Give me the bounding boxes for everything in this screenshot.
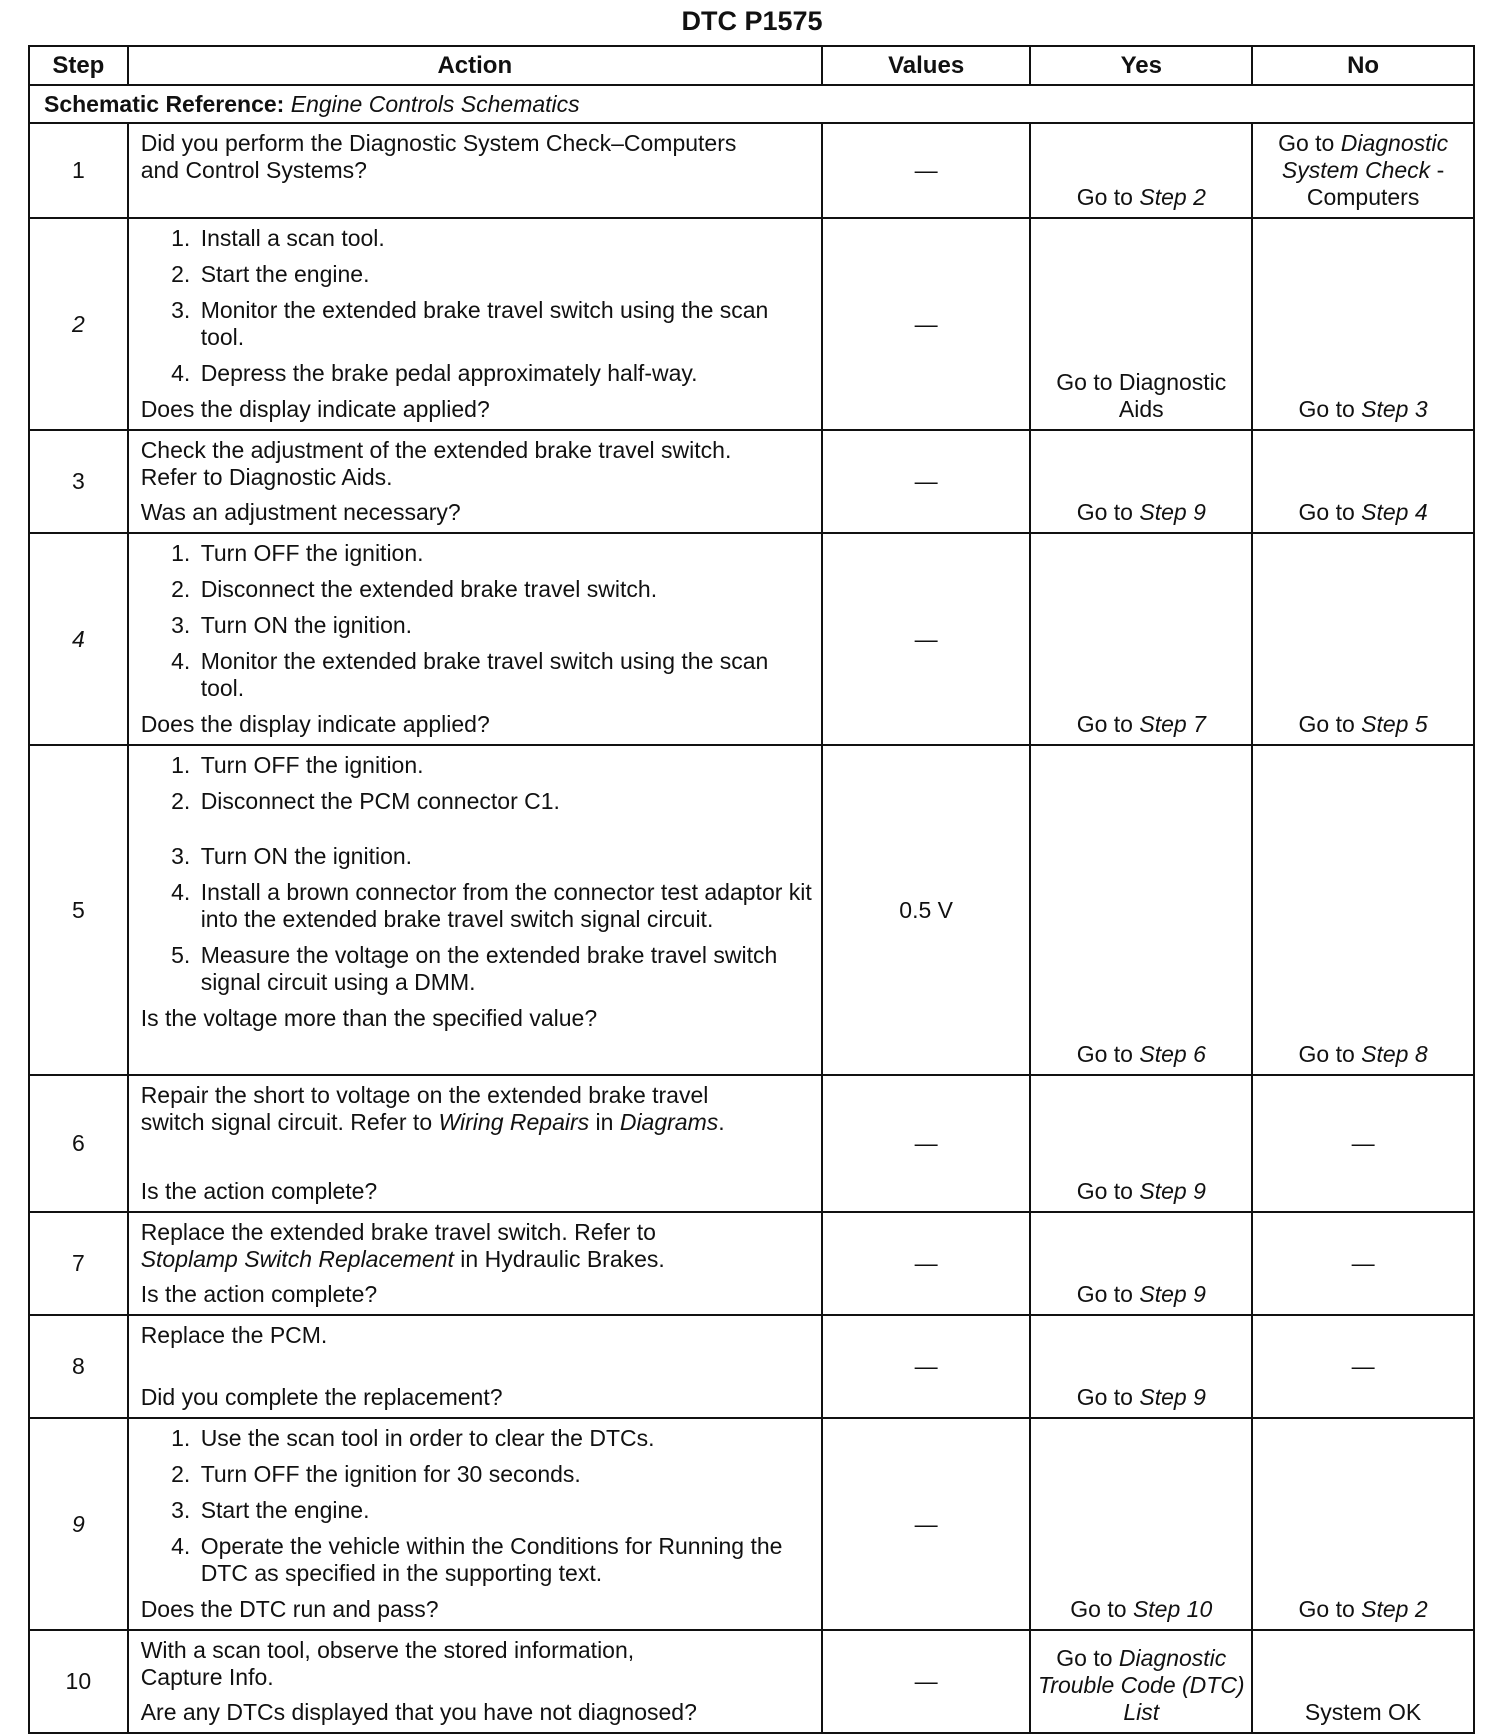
- action-cell: [128, 745, 822, 1075]
- action-item: 4. Install a brown connector from the connector test adaptor kit into the extended brake travel switch signal circuit.: [197, 879, 813, 933]
- header-action: Action: [128, 46, 822, 85]
- action-text: [141, 1637, 813, 1691]
- action-item: 3. Start the engine.: [197, 1497, 813, 1524]
- action-text: [141, 130, 813, 184]
- action-cell: [128, 1630, 822, 1733]
- schematic-reference: [29, 85, 1474, 123]
- no-cell[interactable]: [1252, 533, 1474, 745]
- go-to-text: Go to: [1298, 1041, 1355, 1067]
- go-to-text: Go to: [1278, 130, 1335, 156]
- action-question: Did you complete the replacement?: [140, 1384, 503, 1410]
- go-to-text: Go to: [1076, 184, 1133, 210]
- no-cell[interactable]: [1252, 123, 1474, 218]
- link-tail: Computers: [1306, 184, 1420, 210]
- action-item: 4. Depress the brake pedal approximately half-way.: [197, 360, 813, 387]
- action-line: With a scan tool, observe the stored information,: [140, 1637, 635, 1663]
- table-row: [29, 123, 1474, 218]
- step-number: 2: [29, 218, 128, 430]
- yes-cell[interactable]: Go to Diagnostic Aids: [1030, 218, 1252, 430]
- action-cell: [128, 1075, 822, 1212]
- action-text: [141, 437, 813, 491]
- table-row: [29, 1212, 1474, 1315]
- step-link[interactable]: Step 3: [1361, 396, 1428, 422]
- action-question: Is the voltage more than the specified value?: [140, 1005, 598, 1031]
- table-row: [29, 1315, 1474, 1418]
- yes-cell[interactable]: [1030, 123, 1252, 218]
- step-number: 1: [29, 123, 128, 218]
- go-to-text: Go to: [1298, 396, 1355, 422]
- yes-cell[interactable]: [1030, 1075, 1252, 1212]
- action-cell: [128, 1212, 822, 1315]
- action-item: 2. Start the engine.: [197, 261, 813, 288]
- no-cell[interactable]: [1252, 218, 1474, 430]
- action-cell: [128, 1315, 822, 1418]
- value-cell: —: [822, 1418, 1030, 1630]
- yes-cell[interactable]: [1030, 430, 1252, 533]
- action-line: Did you perform the Diagnostic System Check–Computers: [140, 130, 737, 156]
- step-number: 10: [29, 1630, 128, 1733]
- action-text: Replace the PCM.: [140, 1322, 328, 1348]
- go-to-text: Go to: [1298, 711, 1355, 737]
- reference-link[interactable]: Diagrams: [619, 1109, 719, 1135]
- go-to-text: Go to: [1070, 1596, 1127, 1622]
- action-cell: [128, 430, 822, 533]
- action-text: [141, 1219, 813, 1273]
- step-link[interactable]: Step 2: [1361, 1596, 1428, 1622]
- header-step: Step: [29, 46, 128, 85]
- action-item: 1. Turn OFF the ignition.: [197, 752, 813, 779]
- no-cell[interactable]: [1252, 1418, 1474, 1630]
- step-link[interactable]: Step 9: [1139, 1178, 1206, 1204]
- no-cell[interactable]: [1252, 745, 1474, 1075]
- go-to-text: Go to: [1076, 711, 1133, 737]
- dtc-list-link[interactable]: Diagnostic Trouble Code (DTC) List: [1037, 1645, 1245, 1725]
- no-cell: —: [1252, 1315, 1474, 1418]
- value-cell: —: [822, 218, 1030, 430]
- step-link[interactable]: Step 9: [1139, 1384, 1206, 1410]
- go-to-text: Go to: [1076, 1281, 1133, 1307]
- action-item: 3. Monitor the extended brake travel switch using the scan tool.: [197, 297, 813, 351]
- no-cell: —: [1252, 1075, 1474, 1212]
- action-item: 1. Use the scan tool in order to clear the DTCs.: [197, 1425, 813, 1452]
- action-list: [141, 225, 813, 387]
- action-item: 5. Measure the voltage on the extended brake travel switch signal circuit using a DMM.: [197, 942, 813, 996]
- action-question: Is the action complete?: [140, 1281, 378, 1307]
- action-line: in: [595, 1109, 614, 1135]
- action-cell: [128, 1418, 822, 1630]
- action-item: 3. Turn ON the ignition.: [197, 612, 813, 639]
- action-line: in Hydraulic Brakes.: [460, 1246, 665, 1272]
- action-line: and Control Systems?: [140, 157, 367, 183]
- action-list: [141, 540, 813, 702]
- action-item: 2. Turn OFF the ignition for 30 seconds.: [197, 1461, 813, 1488]
- step-number: 8: [29, 1315, 128, 1418]
- table-row: [29, 1075, 1474, 1212]
- action-item: 2. Disconnect the PCM connector C1.: [197, 788, 813, 815]
- step-number: 4: [29, 533, 128, 745]
- action-line: Repair the short to voltage on the extended brake travel: [140, 1082, 709, 1108]
- separator: -: [1430, 157, 1445, 183]
- reference-link[interactable]: Stoplamp Switch Replacement: [140, 1246, 454, 1272]
- table-row: [29, 1418, 1474, 1630]
- step-link[interactable]: Step 5: [1361, 711, 1428, 737]
- action-list: [141, 752, 813, 996]
- action-line: Check the adjustment of the extended brake travel switch.: [140, 437, 732, 463]
- action-question: Does the DTC run and pass?: [140, 1596, 439, 1622]
- value-cell: 0.5 V: [822, 745, 1030, 1075]
- yes-cell[interactable]: [1030, 745, 1252, 1075]
- action-item: 2. Disconnect the extended brake travel switch.: [197, 576, 813, 603]
- go-to-text: Go to: [1076, 1041, 1133, 1067]
- step-link[interactable]: Step 6: [1139, 1041, 1206, 1067]
- no-cell: System OK: [1252, 1630, 1474, 1733]
- action-question: Are any DTCs displayed that you have not diagnosed?: [140, 1699, 697, 1725]
- go-to-text: Go to: [1076, 499, 1133, 525]
- value-cell: —: [822, 533, 1030, 745]
- schematic-label: Schematic Reference:: [44, 90, 285, 117]
- value-cell: —: [822, 1212, 1030, 1315]
- yes-cell[interactable]: [1030, 533, 1252, 745]
- step-link[interactable]: Step 4: [1361, 499, 1428, 525]
- reference-link[interactable]: Wiring Repairs: [438, 1109, 590, 1135]
- action-cell: [128, 533, 822, 745]
- step-link[interactable]: Step 7: [1139, 711, 1206, 737]
- table-row: [29, 533, 1474, 745]
- step-number: 5: [29, 745, 128, 1075]
- step-link[interactable]: Step 10: [1132, 1596, 1213, 1622]
- table-row: [29, 218, 1474, 430]
- no-cell[interactable]: [1252, 430, 1474, 533]
- action-question: Does the display indicate applied?: [140, 396, 490, 422]
- table-row: [29, 1630, 1474, 1733]
- action-cell: [128, 218, 822, 430]
- step-link[interactable]: Step 9: [1139, 1281, 1206, 1307]
- no-cell: —: [1252, 1212, 1474, 1315]
- action-question: Is the action complete?: [140, 1178, 378, 1204]
- table-row: [29, 430, 1474, 533]
- go-to-text: Go to: [1076, 1384, 1133, 1410]
- go-to-text: Go to: [1298, 1596, 1355, 1622]
- yes-cell[interactable]: [1030, 1315, 1252, 1418]
- schematic-row: [29, 85, 1474, 123]
- header-row: [29, 46, 1474, 85]
- step-link[interactable]: Step 9: [1139, 499, 1206, 525]
- action-item: 3. Turn ON the ignition.: [197, 843, 813, 870]
- page-title: DTC P1575: [681, 6, 823, 36]
- step-number: 9: [29, 1418, 128, 1630]
- schematic-link[interactable]: Engine Controls Schematics: [290, 90, 580, 117]
- action-item: 1. Turn OFF the ignition.: [197, 540, 813, 567]
- action-item: 1. Install a scan tool.: [197, 225, 813, 252]
- action-line: Capture Info.: [140, 1664, 274, 1690]
- step-link[interactable]: Step 8: [1361, 1041, 1428, 1067]
- header-no: No: [1252, 46, 1474, 85]
- yes-cell[interactable]: [1030, 1418, 1252, 1630]
- action-text: Repair the short to voltage on the extended brake travel switch signal circuit. Refer to Wiring Repairs in Diagrams.: [140, 1082, 725, 1135]
- value-cell: —: [822, 123, 1030, 218]
- go-to-text: Go to: [1056, 1645, 1113, 1671]
- step-number: 7: [29, 1212, 128, 1315]
- action-list: [141, 1425, 813, 1587]
- action-question: Does the display indicate applied?: [140, 711, 490, 737]
- action-question: Was an adjustment necessary?: [140, 499, 461, 525]
- action-item: 4. Operate the vehicle within the Conditions for Running the DTC as specified in the supporting text.: [197, 1533, 813, 1587]
- value-cell: —: [822, 1315, 1030, 1418]
- go-to-text: Go to: [1298, 499, 1355, 525]
- action-line: switch signal circuit. Refer to: [140, 1109, 433, 1135]
- action-line: Refer to Diagnostic Aids.: [140, 464, 393, 490]
- dtc-table: [28, 45, 1475, 1734]
- header-values: Values: [822, 46, 1030, 85]
- table-row: [29, 745, 1474, 1075]
- step-link[interactable]: Step 2: [1139, 184, 1206, 210]
- diagnostic-link[interactable]: Diagnostic System Check: [1281, 130, 1449, 183]
- value-cell: —: [822, 1630, 1030, 1733]
- value-cell: —: [822, 1075, 1030, 1212]
- yes-cell[interactable]: [1030, 1630, 1252, 1733]
- action-item: 4. Monitor the extended brake travel switch using the scan tool.: [197, 648, 813, 702]
- go-to-text: Go to: [1076, 1178, 1133, 1204]
- step-number: 6: [29, 1075, 128, 1212]
- action-cell: [128, 123, 822, 218]
- value-cell: —: [822, 430, 1030, 533]
- step-number: 3: [29, 430, 128, 533]
- action-line: Replace the extended brake travel switch. Refer to: [140, 1219, 656, 1245]
- yes-cell[interactable]: [1030, 1212, 1252, 1315]
- header-yes: Yes: [1030, 46, 1252, 85]
